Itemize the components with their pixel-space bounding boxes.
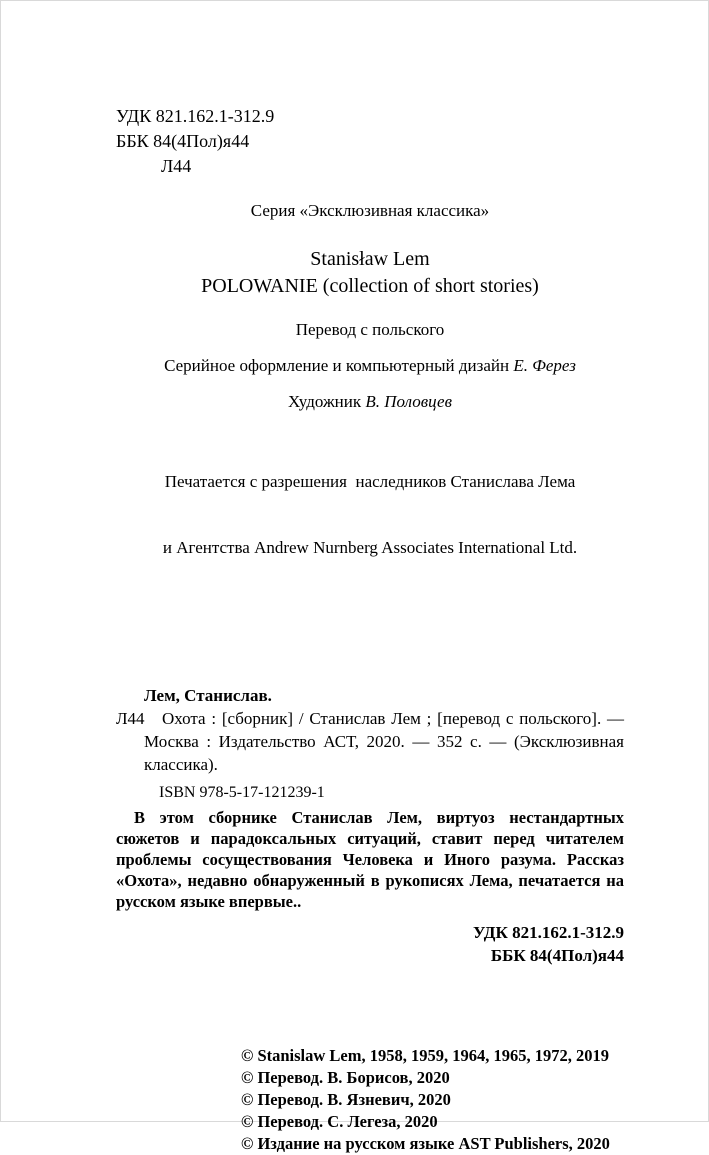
- permission-line-1: Печатается с разрешения наследников Станислава Лема: [164, 472, 576, 491]
- copyright-line: © Перевод. В. Язневич, 2020: [241, 1090, 451, 1109]
- permission-line-2: и Агентства Andrew Nurnberg Associates International Ltd.: [162, 538, 578, 557]
- artist-credit-name: В. Половцев: [365, 392, 452, 411]
- design-credit-name: Е. Ферез: [513, 356, 576, 375]
- series-title: Серия «Эксклюзивная классика»: [250, 201, 490, 220]
- catalog-author-sign: Л44: [116, 709, 145, 728]
- author-sign-code: Л44: [161, 156, 192, 176]
- copyright-line: © Перевод. В. Борисов, 2020: [241, 1068, 450, 1087]
- catalog-entry: [116, 707, 624, 776]
- copyright-line: © Перевод. С. Легеза, 2020: [241, 1112, 438, 1131]
- artist-credit-label: Художник: [288, 392, 362, 411]
- book-annotation: В этом сборнике Станислав Лем, виртуоз нестандартных сюжетов и парадоксальных ситуаций, ставит перед читателем проблемы сосуществования Человека и Иного разума. Рассказ «Охота», недавно обнаруженный в рукописях Лема, печатается на русском языке впервые..: [116, 808, 624, 911]
- artist-credit: [116, 391, 624, 413]
- bbk-code: ББК 84(4Пол)я44: [116, 131, 250, 151]
- bbk-code-ref: ББК 84(4Пол)я44: [490, 946, 624, 965]
- isbn-number: ISBN 978-5-17-121239-1: [159, 784, 325, 801]
- permission-note: [116, 427, 624, 603]
- catalog-card: [116, 684, 624, 967]
- catalog-author-heading: Лем, Станислав.: [144, 686, 272, 705]
- translation-note: Перевод с польского: [295, 320, 445, 339]
- original-title: POLOWANIE (collection of short stories): [201, 275, 539, 297]
- udk-code: УДК 821.162.1-312.9: [116, 106, 275, 126]
- classification-codes: [116, 104, 624, 179]
- book-author: Stanisław Lem: [310, 248, 430, 270]
- design-credit-label: Серийное оформление и компьютерный дизайн: [164, 356, 510, 375]
- copyright-list: [241, 1045, 624, 1155]
- udk-code-ref: УДК 821.162.1-312.9: [473, 923, 624, 942]
- design-credit: [116, 355, 624, 377]
- copyright-line: © Издание на русском языке AST Publishers, 2020: [241, 1134, 610, 1153]
- reference-codes: [116, 921, 624, 967]
- catalog-entry-text: Охота : [сборник] / Станислав Лем ; [перевод с польского]. — Москва : Издательство АСТ, 2020. — 352 с. — (Эксклюзивная классика).: [144, 709, 624, 774]
- copyright-line: © Stanislaw Lem, 1958, 1959, 1964, 1965, 1972, 2019: [241, 1046, 610, 1065]
